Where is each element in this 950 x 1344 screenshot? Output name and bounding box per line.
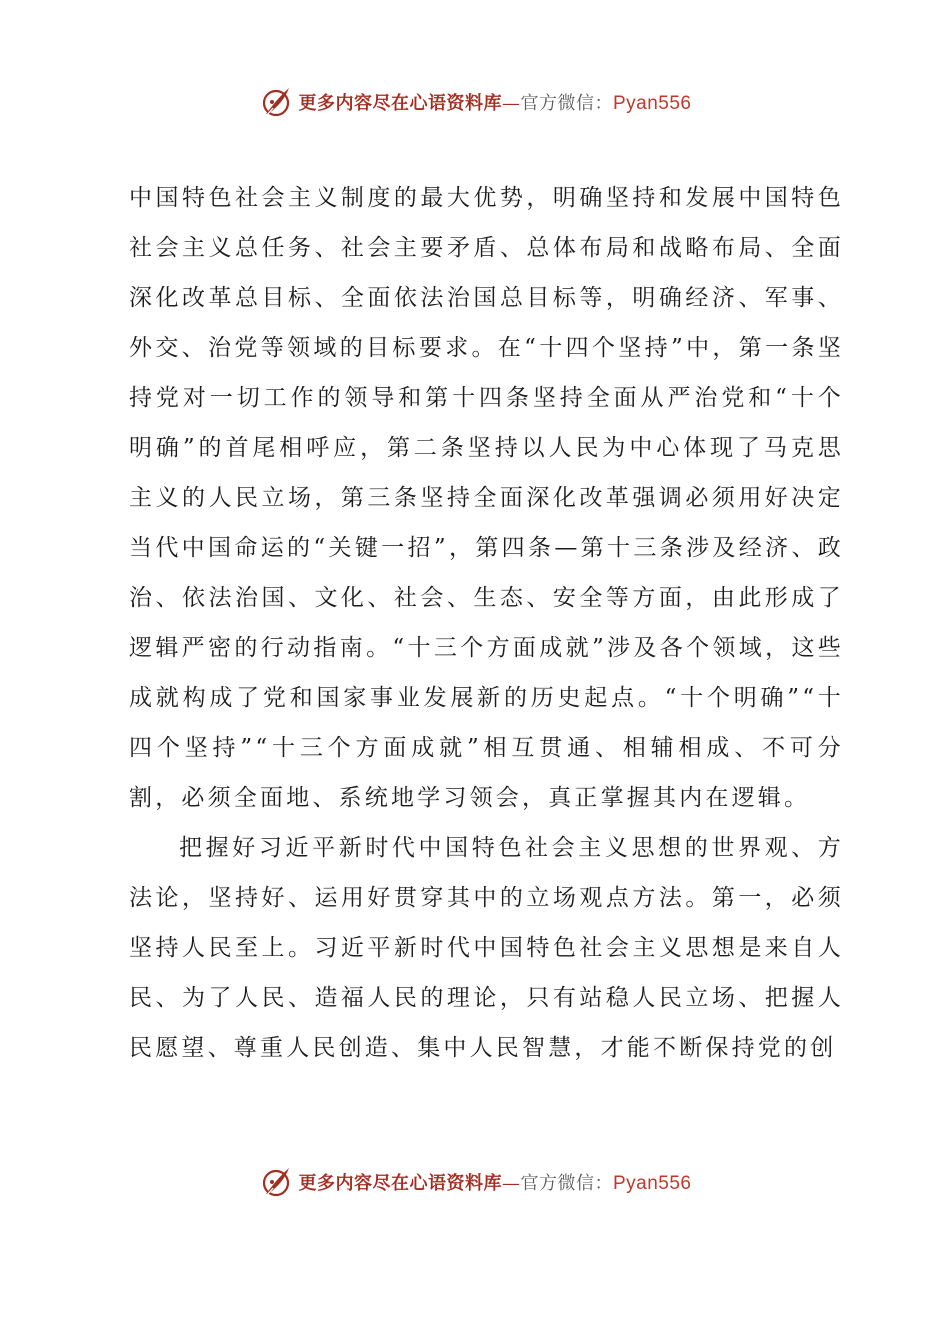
header-brand-text: 更多内容尽在心语资料库 xyxy=(298,93,502,114)
header-banner-inner xyxy=(258,84,691,120)
quill-pen-logo-icon xyxy=(258,1164,294,1200)
body-paragraph-1: 中国特色社会主义制度的最大优势，明确坚持和发展中国特色社会主义总任务、社会主要矛盾、总体布局和战略布局、全面深化改革总目标、全面依法治国总目标等，明确经济、军事、外交、治党等领域的目标要求。在“十四个坚持”中，第一条坚持党对一切工作的领导和第十四条坚持全面从严治党和“十个明确”的首尾相呼应，第二条坚持以人民为中心体现了马克思主义的人民立场，第三条坚持全面深化改革强调必须用好决定当代中国命运的“关键一招”，第四条—第十三条涉及经济、政治、依法治国、文化、社会、生态、安全等方面，由此形成了逻辑严密的行动指南。“十三个方面成就”涉及各个领域，这些成就构成了党和国家事业发展新的历史起点。“十个明确”“十四个坚持”“十三个方面成就”相互贯通、相辅相成、不可分割，必须全面地、系统地学习领会，真正掌握其内在逻辑。 xyxy=(129,185,844,811)
quill-pen-logo-icon xyxy=(258,84,294,120)
body-paragraph-2: 把握好习近平新时代中国特色社会主义思想的世界观、方法论，坚持好、运用好贯穿其中的立场观点方法。第一，必须坚持人民至上。习近平新时代中国特色社会主义思想是来自人民、为了人民、造福人民的理论，只有站稳人民立场、把握人民愿望、尊重人民创造、集中人民智慧，才能不断保持党的创 xyxy=(129,835,844,1061)
footer-contact-label: 官方微信： xyxy=(520,1173,613,1194)
footer-wechat-id: Pyan556 xyxy=(612,1173,692,1194)
footer-banner xyxy=(0,1162,950,1202)
header-banner xyxy=(0,82,950,122)
header-banner-text xyxy=(298,89,691,115)
footer-brand-text: 更多内容尽在心语资料库 xyxy=(298,1173,502,1194)
header-wechat-id: Pyan556 xyxy=(612,93,692,114)
header-separator: — xyxy=(501,93,521,114)
header-contact-label: 官方微信： xyxy=(520,93,613,114)
footer-separator: — xyxy=(501,1173,521,1194)
footer-banner-inner xyxy=(258,1164,691,1200)
footer-banner-text xyxy=(298,1169,691,1195)
document-body xyxy=(129,173,844,1073)
